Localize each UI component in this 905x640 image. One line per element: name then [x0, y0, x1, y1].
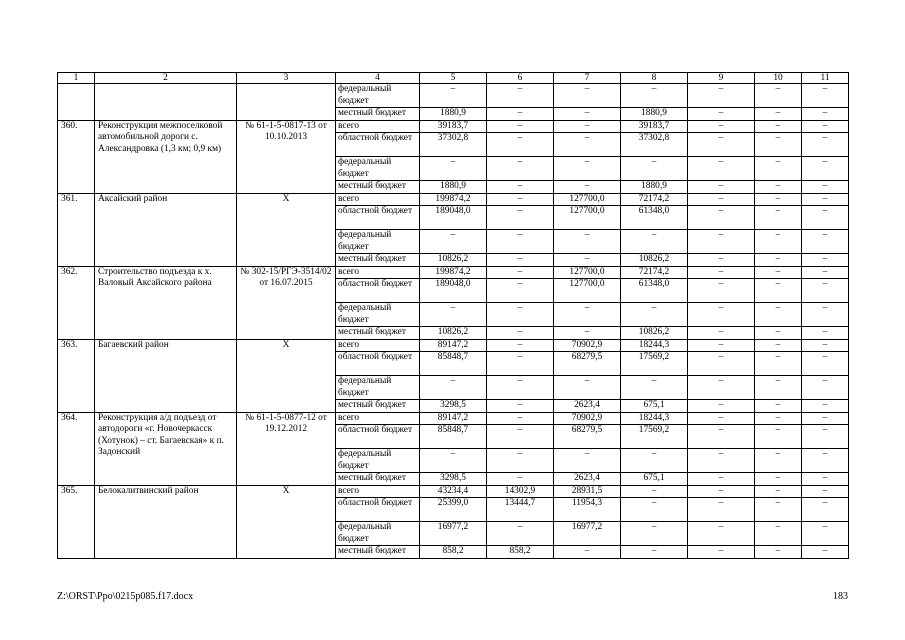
amount-cell: –	[621, 376, 688, 400]
amount-cell: –	[487, 254, 554, 267]
amount-cell: 17569,2	[621, 425, 688, 449]
amount-cell: 1880,9	[420, 108, 487, 121]
amount-cell: –	[688, 485, 755, 498]
amount-cell: –	[688, 193, 755, 206]
amount-cell: –	[420, 230, 487, 254]
amount-cell: 127700,0	[554, 193, 621, 206]
amount-cell: 85848,7	[420, 352, 487, 376]
amount-cell: –	[755, 352, 802, 376]
funding-source-label: всего	[336, 485, 420, 498]
amount-cell: 68279,5	[554, 352, 621, 376]
item-number: 365.	[58, 485, 95, 558]
amount-cell: –	[802, 449, 849, 473]
amount-cell: 199874,2	[420, 193, 487, 206]
amount-cell: –	[554, 449, 621, 473]
amount-cell: 72174,2	[621, 193, 688, 206]
amount-cell: –	[688, 181, 755, 194]
amount-cell: –	[755, 181, 802, 194]
amount-cell: –	[755, 254, 802, 267]
amount-cell: –	[554, 120, 621, 133]
amount-cell: 70902,9	[554, 412, 621, 425]
amount-cell: –	[802, 522, 849, 546]
funding-source-label: областной бюджет	[336, 498, 420, 522]
amount-cell: –	[755, 108, 802, 121]
item-name	[95, 84, 237, 121]
amount-cell: –	[688, 327, 755, 340]
amount-cell: –	[802, 84, 849, 108]
table-row	[58, 412, 849, 425]
item-name: Багаевский район	[95, 339, 237, 412]
amount-cell: –	[487, 327, 554, 340]
funding-source-label: всего	[336, 412, 420, 425]
amount-cell: 1880,9	[420, 181, 487, 194]
funding-source-label: федеральный бюджет	[336, 157, 420, 181]
amount-cell: 16977,2	[420, 522, 487, 546]
amount-cell: –	[621, 546, 688, 559]
amount-cell: –	[554, 230, 621, 254]
item-name: Белокалитвинский район	[95, 485, 237, 558]
amount-cell: –	[420, 84, 487, 108]
amount-cell: –	[802, 279, 849, 303]
funding-source-label: всего	[336, 266, 420, 279]
item-name: Реконструкция межпоселковой автомобильной дороги с. Александровка (1,3 км; 0,9 км)	[95, 120, 237, 193]
amount-cell: –	[802, 193, 849, 206]
amount-cell: –	[487, 108, 554, 121]
amount-cell: –	[755, 498, 802, 522]
amount-cell: 858,2	[487, 546, 554, 559]
funding-source-label: всего	[336, 120, 420, 133]
amount-cell: –	[487, 473, 554, 486]
amount-cell: –	[554, 157, 621, 181]
funding-source-label: федеральный бюджет	[336, 84, 420, 108]
amount-cell: 61348,0	[621, 206, 688, 230]
funding-source-label: федеральный бюджет	[336, 449, 420, 473]
amount-cell: –	[621, 303, 688, 327]
column-number: 6	[487, 73, 554, 84]
funding-source-label: местный бюджет	[336, 473, 420, 486]
amount-cell: –	[755, 84, 802, 108]
amount-cell: –	[688, 120, 755, 133]
amount-cell: –	[487, 206, 554, 230]
funding-source-label: областной бюджет	[336, 279, 420, 303]
amount-cell: 10826,2	[420, 254, 487, 267]
amount-cell: –	[487, 84, 554, 108]
amount-cell: –	[487, 400, 554, 413]
amount-cell: –	[755, 449, 802, 473]
amount-cell: –	[688, 303, 755, 327]
amount-cell: –	[802, 485, 849, 498]
amount-cell: –	[487, 522, 554, 546]
item-name: Строительство подъезда к х. Валовый Аксайского района	[95, 266, 237, 339]
amount-cell: –	[487, 339, 554, 352]
amount-cell: –	[621, 522, 688, 546]
amount-cell: 127700,0	[554, 279, 621, 303]
amount-cell: –	[487, 181, 554, 194]
amount-cell: 10826,2	[420, 327, 487, 340]
footer-file-path: Z:\ORST\Ppo\0215p085.f17.docx	[57, 591, 194, 602]
amount-cell: –	[802, 473, 849, 486]
amount-cell: 13444,7	[487, 498, 554, 522]
column-number: 10	[755, 73, 802, 84]
amount-cell: –	[755, 230, 802, 254]
item-number: 360.	[58, 120, 95, 193]
amount-cell: 127700,0	[554, 206, 621, 230]
amount-cell: –	[688, 376, 755, 400]
amount-cell: 85848,7	[420, 425, 487, 449]
amount-cell: 18244,3	[621, 412, 688, 425]
amount-cell: –	[688, 412, 755, 425]
amount-cell: –	[487, 449, 554, 473]
item-document	[237, 84, 336, 121]
column-number: 5	[420, 73, 487, 84]
amount-cell: –	[554, 327, 621, 340]
amount-cell: –	[554, 108, 621, 121]
item-name: Аксайский район	[95, 193, 237, 266]
amount-cell: –	[621, 230, 688, 254]
amount-cell: 675,1	[621, 400, 688, 413]
amount-cell: –	[755, 546, 802, 559]
amount-cell: 39183,7	[621, 120, 688, 133]
budget-table	[57, 72, 849, 559]
amount-cell: 127700,0	[554, 266, 621, 279]
funding-source-label: местный бюджет	[336, 254, 420, 267]
amount-cell: 199874,2	[420, 266, 487, 279]
amount-cell: –	[688, 473, 755, 486]
amount-cell: 28931,5	[554, 485, 621, 498]
amount-cell: 70902,9	[554, 339, 621, 352]
amount-cell: –	[755, 133, 802, 157]
column-number: 9	[688, 73, 755, 84]
amount-cell: –	[621, 157, 688, 181]
amount-cell: –	[688, 254, 755, 267]
funding-source-label: федеральный бюджет	[336, 522, 420, 546]
amount-cell: –	[755, 193, 802, 206]
amount-cell: 1880,9	[621, 181, 688, 194]
amount-cell: –	[688, 230, 755, 254]
amount-cell: –	[487, 279, 554, 303]
amount-cell: –	[688, 522, 755, 546]
funding-source-label: местный бюджет	[336, 400, 420, 413]
item-number: 362.	[58, 266, 95, 339]
amount-cell: –	[420, 449, 487, 473]
amount-cell: 189048,0	[420, 206, 487, 230]
amount-cell: –	[802, 546, 849, 559]
amount-cell: 11954,3	[554, 498, 621, 522]
amount-cell: –	[487, 352, 554, 376]
item-document: Х	[237, 485, 336, 558]
amount-cell: –	[688, 157, 755, 181]
amount-cell: –	[621, 84, 688, 108]
amount-cell: –	[755, 279, 802, 303]
amount-cell: –	[755, 412, 802, 425]
amount-cell: –	[487, 133, 554, 157]
amount-cell: –	[554, 303, 621, 327]
amount-cell: –	[755, 339, 802, 352]
item-document: Х	[237, 193, 336, 266]
item-document: Х	[237, 339, 336, 412]
amount-cell: –	[802, 376, 849, 400]
amount-cell: –	[755, 473, 802, 486]
funding-source-label: областной бюджет	[336, 425, 420, 449]
amount-cell: –	[688, 425, 755, 449]
amount-cell: 68279,5	[554, 425, 621, 449]
amount-cell: –	[420, 303, 487, 327]
column-number-row	[58, 73, 849, 84]
amount-cell: –	[487, 193, 554, 206]
amount-cell: –	[487, 376, 554, 400]
item-number: 363.	[58, 339, 95, 412]
amount-cell: –	[802, 230, 849, 254]
amount-cell: –	[802, 120, 849, 133]
funding-source-label: областной бюджет	[336, 133, 420, 157]
amount-cell: –	[688, 84, 755, 108]
amount-cell: –	[420, 376, 487, 400]
amount-cell: 17569,2	[621, 352, 688, 376]
amount-cell: –	[487, 303, 554, 327]
amount-cell: –	[621, 485, 688, 498]
table-row	[58, 193, 849, 206]
amount-cell: –	[688, 498, 755, 522]
amount-cell: 3298,5	[420, 400, 487, 413]
column-number: 1	[58, 73, 95, 84]
amount-cell: 10826,2	[621, 254, 688, 267]
funding-source-label: областной бюджет	[336, 352, 420, 376]
amount-cell: 2623,4	[554, 400, 621, 413]
column-number: 7	[554, 73, 621, 84]
amount-cell: 43234,4	[420, 485, 487, 498]
amount-cell: 89147,2	[420, 339, 487, 352]
amount-cell: –	[802, 206, 849, 230]
column-number: 11	[802, 73, 849, 84]
amount-cell: –	[487, 412, 554, 425]
column-number: 2	[95, 73, 237, 84]
amount-cell: –	[554, 133, 621, 157]
amount-cell: 14302,9	[487, 485, 554, 498]
amount-cell: 89147,2	[420, 412, 487, 425]
funding-source-label: всего	[336, 339, 420, 352]
amount-cell: –	[554, 376, 621, 400]
table-row	[58, 266, 849, 279]
amount-cell: –	[554, 181, 621, 194]
amount-cell: –	[688, 206, 755, 230]
table-row	[58, 120, 849, 133]
amount-cell: –	[755, 400, 802, 413]
funding-source-label: местный бюджет	[336, 108, 420, 121]
amount-cell: 18244,3	[621, 339, 688, 352]
amount-cell: –	[688, 339, 755, 352]
amount-cell: 72174,2	[621, 266, 688, 279]
amount-cell: –	[802, 157, 849, 181]
column-number: 8	[621, 73, 688, 84]
amount-cell: 25399,0	[420, 498, 487, 522]
amount-cell: 10826,2	[621, 327, 688, 340]
amount-cell: –	[802, 181, 849, 194]
amount-cell: 1880,9	[621, 108, 688, 121]
funding-source-label: федеральный бюджет	[336, 230, 420, 254]
item-number: 361.	[58, 193, 95, 266]
amount-cell: –	[755, 376, 802, 400]
amount-cell: 61348,0	[621, 279, 688, 303]
table-row	[58, 84, 849, 108]
item-document: № 302-15/РГЭ-3514/02 от 16.07.2015	[237, 266, 336, 339]
amount-cell: –	[554, 84, 621, 108]
funding-source-label: областной бюджет	[336, 206, 420, 230]
amount-cell: 16977,2	[554, 522, 621, 546]
amount-cell: –	[802, 498, 849, 522]
amount-cell: –	[688, 279, 755, 303]
amount-cell: –	[802, 339, 849, 352]
amount-cell: –	[420, 157, 487, 181]
funding-source-label: местный бюджет	[336, 546, 420, 559]
amount-cell: –	[802, 303, 849, 327]
amount-cell: –	[755, 522, 802, 546]
amount-cell: –	[802, 425, 849, 449]
amount-cell: –	[802, 352, 849, 376]
amount-cell: 37302,8	[621, 133, 688, 157]
table-row	[58, 485, 849, 498]
item-document: № 61-1-5-0877-12 от 19.12.2012	[237, 412, 336, 485]
funding-source-label: всего	[336, 193, 420, 206]
column-number: 3	[237, 73, 336, 84]
amount-cell: –	[755, 303, 802, 327]
amount-cell: –	[802, 133, 849, 157]
footer-page-number: 183	[833, 591, 848, 602]
amount-cell: –	[487, 266, 554, 279]
amount-cell: 675,1	[621, 473, 688, 486]
amount-cell: –	[487, 120, 554, 133]
item-name: Реконструкция а/д подъезд от автодороги «г. Новочеркасск (Хотунок) – ст. Багаевская» к п. Задонский	[95, 412, 237, 485]
amount-cell: –	[755, 266, 802, 279]
funding-source-label: местный бюджет	[336, 181, 420, 194]
amount-cell: –	[802, 327, 849, 340]
amount-cell: –	[688, 449, 755, 473]
amount-cell: –	[487, 157, 554, 181]
amount-cell: –	[802, 412, 849, 425]
amount-cell: –	[688, 546, 755, 559]
item-number	[58, 84, 95, 121]
amount-cell: –	[802, 400, 849, 413]
amount-cell: –	[688, 266, 755, 279]
table-row	[58, 339, 849, 352]
amount-cell: –	[487, 425, 554, 449]
amount-cell: –	[755, 157, 802, 181]
amount-cell: –	[802, 266, 849, 279]
amount-cell: –	[755, 206, 802, 230]
amount-cell: 37302,8	[420, 133, 487, 157]
amount-cell: –	[621, 498, 688, 522]
funding-source-label: федеральный бюджет	[336, 303, 420, 327]
item-document: № 61-1-5-0817-13 от 10.10.2013	[237, 120, 336, 193]
funding-source-label: федеральный бюджет	[336, 376, 420, 400]
amount-cell: –	[688, 400, 755, 413]
funding-source-label: местный бюджет	[336, 327, 420, 340]
amount-cell: –	[755, 485, 802, 498]
amount-cell: –	[487, 230, 554, 254]
amount-cell: –	[755, 425, 802, 449]
amount-cell: –	[755, 120, 802, 133]
item-number: 364.	[58, 412, 95, 485]
amount-cell: –	[802, 108, 849, 121]
amount-cell: –	[755, 327, 802, 340]
amount-cell: 39183,7	[420, 120, 487, 133]
amount-cell: –	[688, 108, 755, 121]
amount-cell: –	[554, 254, 621, 267]
amount-cell: 3298,5	[420, 473, 487, 486]
amount-cell: 858,2	[420, 546, 487, 559]
amount-cell: –	[621, 449, 688, 473]
column-number: 4	[336, 73, 420, 84]
amount-cell: 2623,4	[554, 473, 621, 486]
amount-cell: –	[802, 254, 849, 267]
amount-cell: –	[688, 133, 755, 157]
amount-cell: 189048,0	[420, 279, 487, 303]
amount-cell: –	[688, 352, 755, 376]
amount-cell: –	[554, 546, 621, 559]
